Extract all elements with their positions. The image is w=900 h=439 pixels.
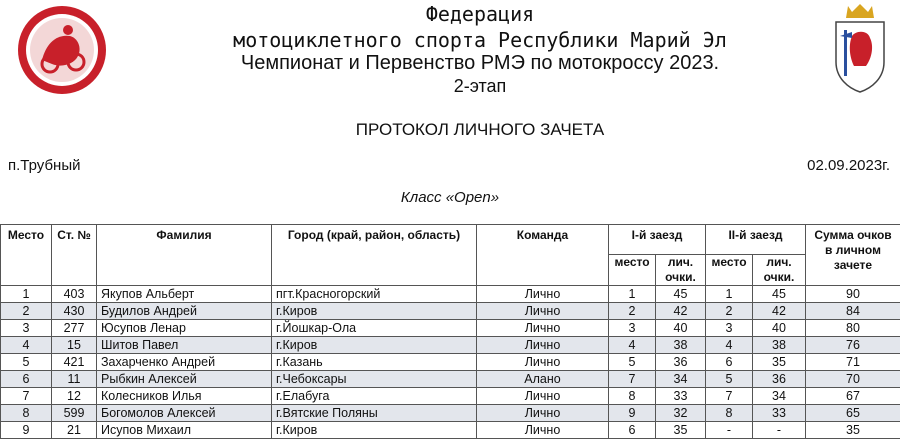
cell-race2-points: 34	[753, 388, 806, 405]
table-row	[1, 422, 900, 439]
cell-place: 3	[1, 320, 52, 337]
table-row	[1, 303, 900, 320]
header-race1-points: лич. очки.	[656, 255, 706, 286]
cell-race2-points: 40	[753, 320, 806, 337]
cell-race1-place: 4	[609, 337, 656, 354]
cell-number: 430	[52, 303, 97, 320]
header-city: Город (край, район, область)	[272, 225, 477, 286]
header-sum: Сумма очков в личном зачете	[806, 225, 900, 286]
cell-sum: 84	[806, 303, 900, 320]
cell-place: 6	[1, 371, 52, 388]
header-race2-place: место	[706, 255, 753, 286]
cell-sum: 80	[806, 320, 900, 337]
cell-race1-place: 2	[609, 303, 656, 320]
cell-city: г.Чебоксары	[272, 371, 477, 388]
cell-team: Лично	[477, 320, 609, 337]
cell-team: Лично	[477, 303, 609, 320]
cell-city: г.Киров	[272, 303, 477, 320]
cell-team: Лично	[477, 286, 609, 303]
table-row	[1, 337, 900, 354]
cell-race2-points: 45	[753, 286, 806, 303]
cell-place: 4	[1, 337, 52, 354]
cell-race2-points: 35	[753, 354, 806, 371]
table-row	[1, 371, 900, 388]
federation-subtitle: мотоциклетного спорта Республики Марий Эл	[30, 28, 900, 52]
cell-name: Богомолов Алексей	[97, 405, 272, 422]
cell-number: 11	[52, 371, 97, 388]
cell-race1-points: 33	[656, 388, 706, 405]
cell-name: Якупов Альберт	[97, 286, 272, 303]
cell-team: Лично	[477, 405, 609, 422]
cell-name: Юсупов Ленар	[97, 320, 272, 337]
cell-race2-place: 7	[706, 388, 753, 405]
cell-race1-points: 40	[656, 320, 706, 337]
class-label: Класс «Open»	[0, 189, 900, 206]
stage-label: 2-этап	[30, 76, 900, 97]
cell-race1-points: 36	[656, 354, 706, 371]
cell-sum: 70	[806, 371, 900, 388]
cell-race1-points: 32	[656, 405, 706, 422]
cell-city: г.Киров	[272, 422, 477, 439]
federation-title: Федерация	[30, 2, 900, 26]
cell-team: Алано	[477, 371, 609, 388]
table-row	[1, 354, 900, 371]
cell-number: 21	[52, 422, 97, 439]
cell-city: г.Йошкар-Ола	[272, 320, 477, 337]
cell-number: 403	[52, 286, 97, 303]
cell-race2-place: 2	[706, 303, 753, 320]
cell-race1-place: 1	[609, 286, 656, 303]
cell-sum: 35	[806, 422, 900, 439]
header-place: Место	[1, 225, 52, 286]
cell-race2-place: -	[706, 422, 753, 439]
cell-place: 9	[1, 422, 52, 439]
header-race1-place: место	[609, 255, 656, 286]
cell-race1-points: 35	[656, 422, 706, 439]
cell-place: 1	[1, 286, 52, 303]
cell-team: Лично	[477, 354, 609, 371]
cell-race2-points: 33	[753, 405, 806, 422]
cell-number: 15	[52, 337, 97, 354]
table-row	[1, 405, 900, 422]
venue-label: п.Трубный	[8, 157, 81, 174]
cell-race1-place: 7	[609, 371, 656, 388]
cell-team: Лично	[477, 422, 609, 439]
cell-number: 277	[52, 320, 97, 337]
cell-team: Лично	[477, 388, 609, 405]
header-race1: I-й заезд	[609, 225, 706, 255]
championship-title: Чемпионат и Первенство РМЭ по мотокроссу 2023.	[30, 52, 900, 75]
cell-sum: 90	[806, 286, 900, 303]
header-team: Команда	[477, 225, 609, 286]
cell-name: Исупов Михаил	[97, 422, 272, 439]
cell-race2-place: 4	[706, 337, 753, 354]
header-race2: II-й заезд	[706, 225, 806, 255]
cell-race1-place: 6	[609, 422, 656, 439]
cell-race1-place: 9	[609, 405, 656, 422]
cell-race2-place: 5	[706, 371, 753, 388]
cell-sum: 76	[806, 337, 900, 354]
cell-team: Лично	[477, 337, 609, 354]
cell-number: 421	[52, 354, 97, 371]
cell-number: 599	[52, 405, 97, 422]
cell-race2-points: -	[753, 422, 806, 439]
cell-city: г.Киров	[272, 337, 477, 354]
cell-name: Рыбкин Алексей	[97, 371, 272, 388]
protocol-title: ПРОТОКОЛ ЛИЧНОГО ЗАЧЕТА	[30, 120, 900, 140]
cell-race1-points: 38	[656, 337, 706, 354]
cell-name: Колесников Илья	[97, 388, 272, 405]
cell-race2-points: 38	[753, 337, 806, 354]
header-number: Ст. №	[52, 225, 97, 286]
cell-race1-place: 8	[609, 388, 656, 405]
cell-race2-points: 36	[753, 371, 806, 388]
cell-city: г.Вятские Поляны	[272, 405, 477, 422]
table-row	[1, 320, 900, 337]
header-race2-points: лич. очки.	[753, 255, 806, 286]
table-row	[1, 286, 900, 303]
header-surname: Фамилия	[97, 225, 272, 286]
cell-race1-points: 34	[656, 371, 706, 388]
cell-place: 7	[1, 388, 52, 405]
cell-race1-place: 5	[609, 354, 656, 371]
results-table	[0, 224, 900, 439]
cell-sum: 71	[806, 354, 900, 371]
cell-race2-place: 6	[706, 354, 753, 371]
cell-place: 2	[1, 303, 52, 320]
cell-city: пгт.Красногорский	[272, 286, 477, 303]
cell-city: г.Казань	[272, 354, 477, 371]
cell-number: 12	[52, 388, 97, 405]
cell-sum: 67	[806, 388, 900, 405]
cell-race2-place: 1	[706, 286, 753, 303]
cell-place: 5	[1, 354, 52, 371]
cell-place: 8	[1, 405, 52, 422]
cell-name: Шитов Павел	[97, 337, 272, 354]
cell-city: г.Елабуга	[272, 388, 477, 405]
cell-race1-place: 3	[609, 320, 656, 337]
cell-race1-points: 45	[656, 286, 706, 303]
cell-sum: 65	[806, 405, 900, 422]
table-row	[1, 388, 900, 405]
cell-name: Будилов Андрей	[97, 303, 272, 320]
cell-race1-points: 42	[656, 303, 706, 320]
cell-race2-place: 8	[706, 405, 753, 422]
cell-race2-place: 3	[706, 320, 753, 337]
cell-race2-points: 42	[753, 303, 806, 320]
date-label: 02.09.2023г.	[807, 157, 890, 174]
cell-name: Захарченко Андрей	[97, 354, 272, 371]
